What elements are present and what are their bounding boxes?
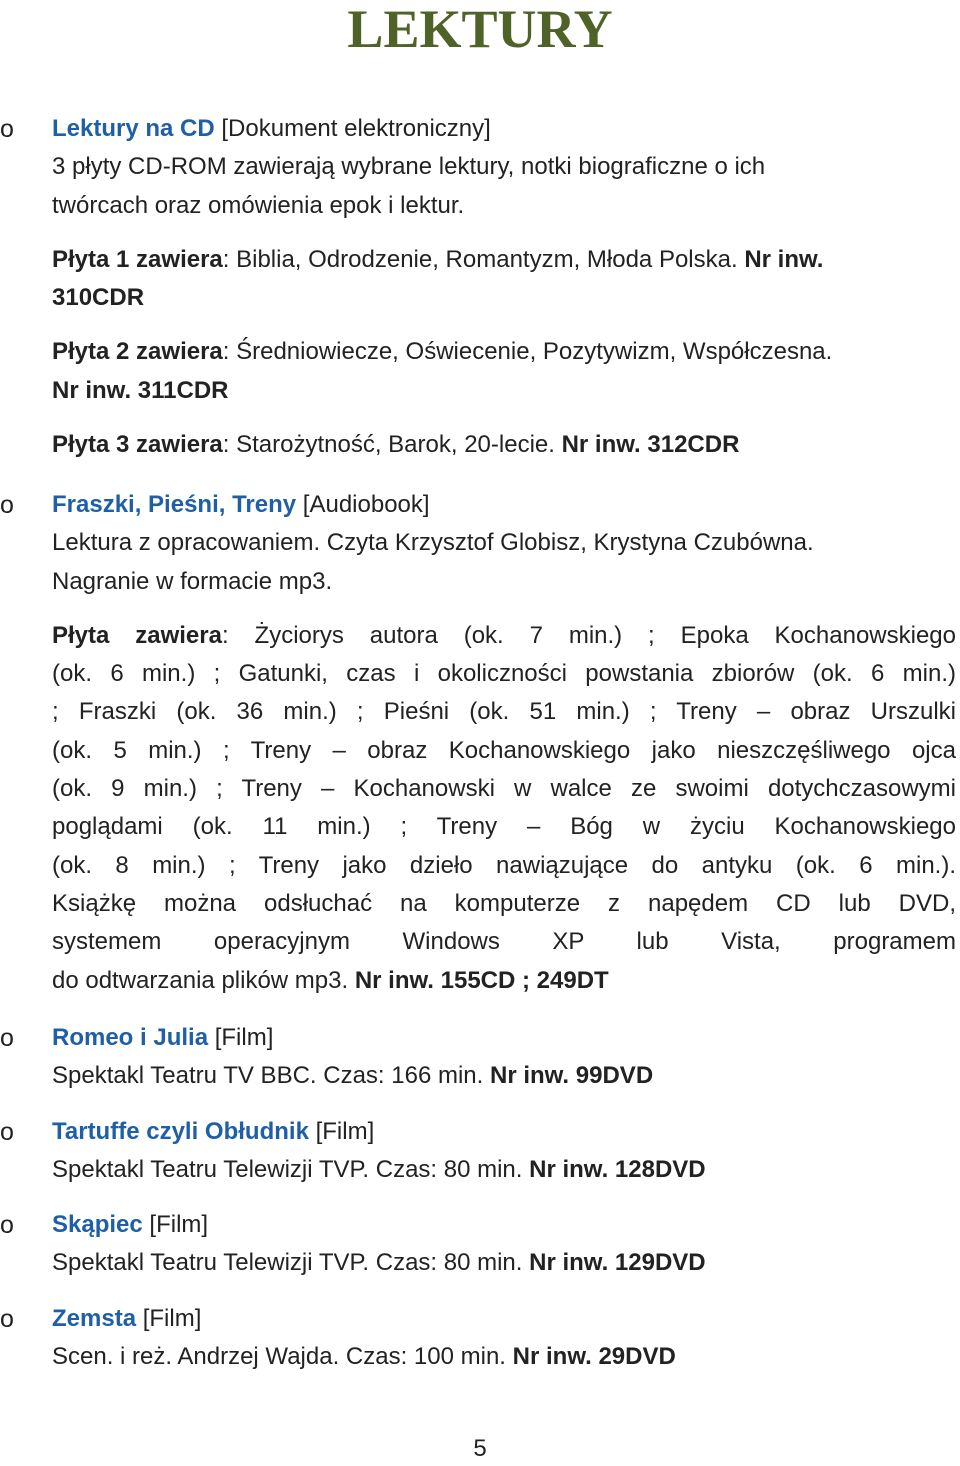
bullet-marker: o — [0, 1305, 14, 1333]
bullet-marker: o — [0, 491, 14, 519]
page-number: 5 — [473, 1435, 487, 1462]
inventory-number: 99DVD — [575, 1062, 654, 1090]
bullet-marker: o — [0, 115, 14, 143]
page-title: LEKTURY — [347, 0, 613, 59]
entry-description: Spektakl Teatru Telewizji TVP. Czas: 80 min. — [52, 1156, 523, 1184]
inventory-label: Nr inw. — [52, 376, 132, 404]
entry-description: 3 płyty CD-ROM zawierają wybrane lektury, notki biograficzne o ich — [52, 153, 766, 181]
entry-type: [Film] — [142, 1305, 202, 1332]
entry-type: [Dokument elektroniczny] — [221, 115, 491, 142]
disc-contents: : Starożytność, Barok, 20-lecie. — [222, 431, 555, 459]
contents-text: Książkę można odsłuchać na komputerze z napędem CD lub DVD, — [52, 889, 956, 917]
contents-text: systemem operacyjnym Windows XP lub Vista, programem — [52, 928, 956, 956]
contents-text: poglądami (ok. 11 min.) ; Treny – Bóg w życiu Kochanowskiego — [52, 813, 956, 841]
inventory-number: 311CDR — [137, 376, 229, 404]
contents-text: (ok. 5 min.) ; Treny – obraz Kochanowskiego jako nieszczęśliwego ojca — [52, 736, 956, 764]
disc-label: Płyta 1 zawiera — [52, 245, 223, 273]
inventory-number: 310CDR — [52, 284, 145, 312]
inventory-number: 312CDR — [647, 431, 740, 459]
disc-contents: : Biblia, Odrodzenie, Romantyzm, Młoda Polska. — [222, 245, 738, 273]
disc-label: Płyta 3 zawiera — [52, 431, 223, 459]
entry-title-link[interactable]: Tartuffe czyli Obłudnik — [52, 1118, 309, 1145]
entry-type: [Film] — [315, 1118, 375, 1145]
entry-description: Spektakl Teatru TV BBC. Czas: 166 min. — [52, 1062, 484, 1090]
entry-title-link[interactable]: Zemsta — [52, 1305, 137, 1332]
entry-type: [Audiobook] — [302, 491, 430, 518]
inventory-label: Nr inw. — [489, 1062, 570, 1090]
inventory-number: 155CD ; 249DT — [440, 966, 609, 994]
entry-description: Scen. i reż. Andrzej Wajda. Czas: 100 min. — [52, 1343, 506, 1371]
bullet-marker: o — [0, 1118, 14, 1146]
bullet-marker: o — [0, 1024, 14, 1052]
entry-title-link[interactable]: Lektury na CD — [52, 115, 215, 142]
entry-description: Nagranie w formacie mp3. — [52, 567, 333, 595]
entry-title-link[interactable]: Skąpiec — [52, 1211, 143, 1238]
disc-contents: : Średniowiecze, Oświecenie, Pozytywizm, Współczesna. — [222, 338, 833, 366]
inventory-label: Nr inw. — [529, 1249, 609, 1277]
contents-text: (ok. 6 min.) ; Gatunki, czas i okoliczności powstania zbiorów (ok. 6 min.) — [52, 660, 956, 688]
inventory-number: 129DVD — [614, 1249, 706, 1277]
inventory-label: Nr inw. — [512, 1343, 592, 1371]
inventory-label: Nr inw. — [529, 1156, 609, 1184]
contents-label: Płyta zawiera — [52, 621, 222, 649]
inventory-number: 128DVD — [614, 1156, 706, 1184]
contents-text: do odtwarzania plików mp3. — [52, 966, 349, 994]
inventory-label: Nr inw. — [561, 431, 641, 459]
inventory-number: 29DVD — [598, 1343, 676, 1371]
inventory-label: Nr inw. — [354, 966, 434, 994]
contents-text: : Życiorys autora (ok. 7 min.) ; Epoka Kochanowskiego — [221, 621, 957, 649]
contents-text: ; Fraszki (ok. 36 min.) ; Pieśni (ok. 51 min.) ; Treny – obraz Urszulki — [52, 698, 956, 726]
bullet-marker: o — [0, 1211, 14, 1239]
entry-description: Spektakl Teatru Telewizji TVP. Czas: 80 min. — [52, 1249, 523, 1277]
contents-text: (ok. 8 min.) ; Treny jako dzieło nawiązujące do antyku (ok. 6 min.). — [52, 851, 956, 879]
entry-type: [Film] — [214, 1024, 274, 1051]
entry-type: [Film] — [149, 1211, 209, 1238]
entry-description: Lektura z opracowaniem. Czyta Krzysztof Globisz, Krystyna Czubówna. — [52, 529, 814, 557]
entry-title-link[interactable]: Fraszki, Pieśni, Treny — [52, 491, 297, 518]
entry-description: twórcach oraz omówienia epok i lektur. — [52, 191, 465, 219]
disc-label: Płyta 2 zawiera — [52, 338, 223, 366]
entry-title-link[interactable]: Romeo i Julia — [52, 1024, 209, 1051]
contents-text: (ok. 9 min.) ; Treny – Kochanowski w walce ze swoimi dotychczasowymi — [52, 775, 956, 803]
inventory-label: Nr inw. — [744, 245, 824, 273]
